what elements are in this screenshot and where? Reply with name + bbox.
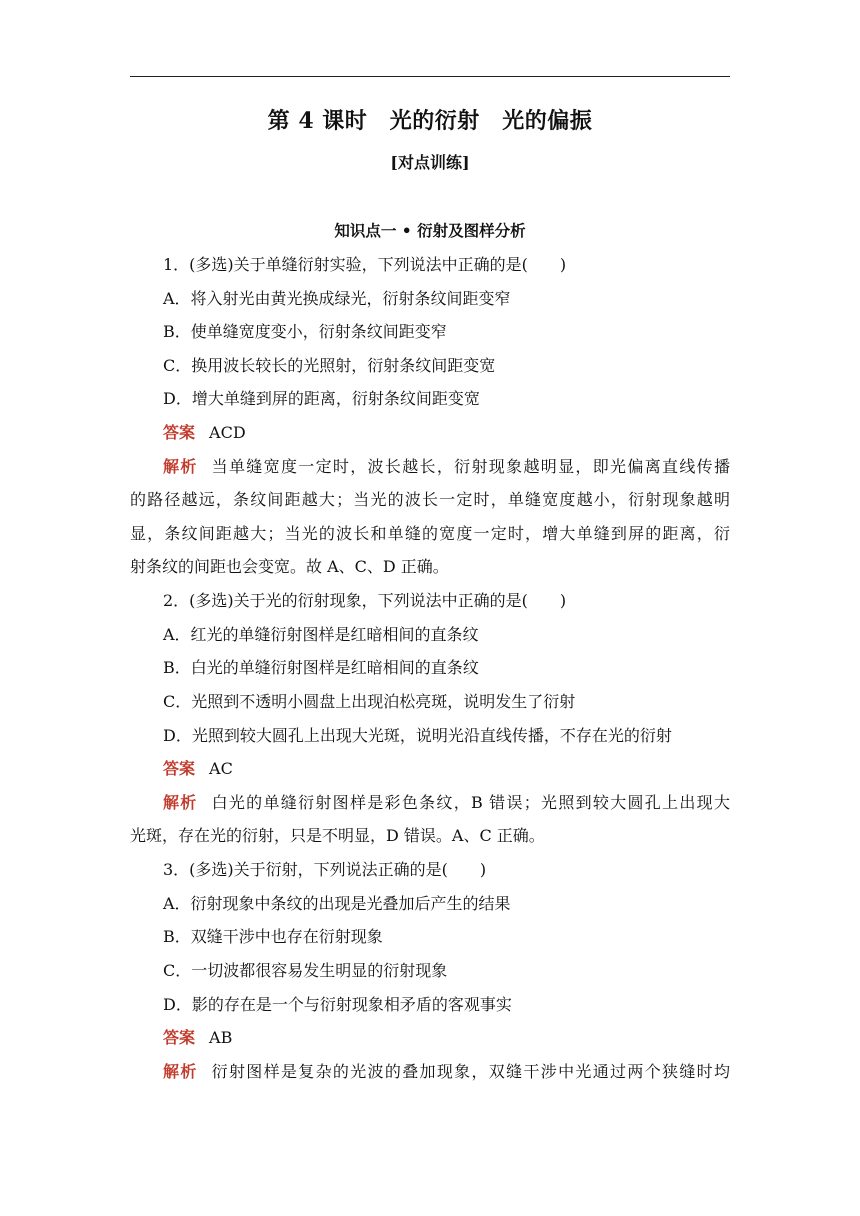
question-stem: 3．(多选)关于衍射，下列说法正确的是( ) (163, 860, 487, 879)
option-item: B．双缝干涉中也存在衍射现象 (163, 927, 383, 946)
option-item: A．将入射光由黄光换成绿光，衍射条纹间距变窄 (163, 289, 511, 308)
option-item: D．影的存在是一个与衍射现象相矛盾的客观事实 (163, 995, 512, 1014)
page-title: 第 4 课时 光的衍射 光的偏振 (267, 108, 593, 134)
answer-value: AC (209, 759, 233, 778)
analysis-line: 光斑，存在光的衍射，只是不明显，D 错误。A、C 正确。 (130, 826, 545, 845)
option-item: A．衍射现象中条纹的出现是光叠加后产生的结果 (163, 894, 511, 913)
answer-label: 答案 (163, 1028, 196, 1047)
option-item: D．增大单缝到屏的距离，衍射条纹间距变宽 (163, 389, 480, 408)
analysis-text: 当单缝宽度一定时，波长越长，衍射现象越明显，即光偏离直线传播 (211, 457, 730, 476)
option-item: D．光照到较大圆孔上出现大光斑，说明光沿直线传播，不存在光的衍射 (163, 726, 672, 745)
option-item: C．光照到不透明小圆盘上出现泊松亮斑，说明发生了衍射 (163, 692, 576, 711)
analysis-label: 解析 (163, 1062, 198, 1081)
answer-label: 答案 (163, 423, 196, 442)
answer-value: AB (209, 1028, 233, 1047)
analysis-line (163, 457, 730, 477)
answer-value: ACD (209, 423, 246, 442)
answer-line (163, 423, 246, 443)
question-stem: 1．(多选)关于单缝衍射实验，下列说法中正确的是( ) (163, 255, 567, 274)
option-item: B．使单缝宽度变小，衍射条纹间距变窄 (163, 322, 447, 341)
question-stem: 2．(多选)关于光的衍射现象，下列说法中正确的是( ) (163, 591, 567, 610)
option-item: B．白光的单缝衍射图样是红暗相间的直条纹 (163, 658, 479, 677)
analysis-line: 显，条纹间距越大；当光的波长和单缝的宽度一定时，增大单缝到屏的距离，衍 (130, 524, 730, 543)
option-item: A．红光的单缝衍射图样是红暗相间的直条纹 (163, 625, 479, 644)
analysis-line (163, 1062, 730, 1082)
analysis-line: 射条纹的间距也会变宽。故 A、C、D 正确。 (130, 557, 449, 576)
option-item: C．换用波长较长的光照射，衍射条纹间距变宽 (163, 356, 496, 375)
answer-label: 答案 (163, 759, 196, 778)
analysis-text: 白光的单缝衍射图样是彩色条纹，B 错误；光照到较大圆孔上出现大 (211, 793, 730, 812)
section-heading: 知识点一 • 衍射及图样分析 (334, 221, 526, 240)
analysis-line: 的路径越远，条纹间距越大；当光的波长一定时，单缝宽度越小，衍射现象越明 (130, 490, 730, 509)
answer-line (163, 759, 233, 779)
header-rule (130, 76, 730, 77)
page-subtitle: [对点训练] (390, 153, 470, 172)
analysis-text: 衍射图样是复杂的光波的叠加现象，双缝干涉中光通过两个狭缝时均 (211, 1062, 730, 1081)
option-item: C．一切波都很容易发生明显的衍射现象 (163, 961, 448, 980)
analysis-line (163, 793, 730, 813)
analysis-label: 解析 (163, 793, 198, 812)
analysis-label: 解析 (163, 457, 198, 476)
answer-line (163, 1028, 232, 1048)
